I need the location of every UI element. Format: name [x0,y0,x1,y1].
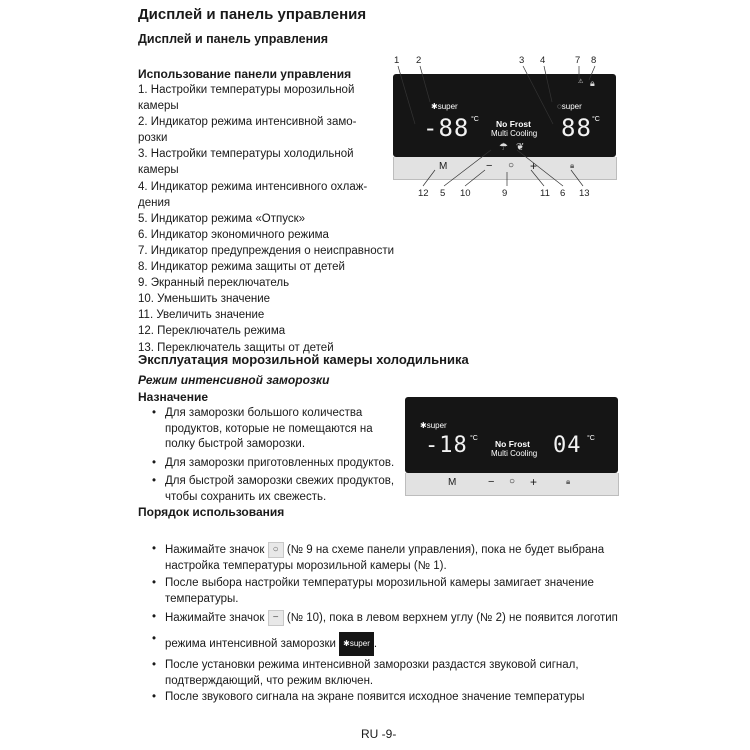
panel-usage-heading: Использование панели управления [138,67,352,81]
list-item: дения [138,196,171,209]
list-item: 7. Индикатор предупреждения о неисправности [138,244,395,257]
decrease-button[interactable]: − [486,160,493,172]
screen-switch-icon: ○ [268,542,284,558]
callout-8: 8 [591,55,597,66]
callout-4: 4 [540,55,546,66]
list-item: 2. Индикатор режима интенсивной замо- [138,116,357,129]
callout-1: 1 [394,55,400,66]
callout-7: 7 [575,55,581,66]
procedure-step-1: • Нажимайте значок ○ (№ 9 на схеме панели управления), пока не будет выбрана настройка температуры морозильной камеры (№ 1). [152,542,633,574]
list-item: розки [138,132,168,145]
control-panel-diagram [385,52,615,202]
list-item: 8. Индикатор режима защиты от детей [138,261,345,274]
callout-11: 11 [540,188,550,199]
mode-button[interactable]: M [439,161,448,172]
procedure-step-2: • После выбора настройки температуры морозильной камеры замигает значение температуры. [152,576,633,607]
fridge-temp-display: 04 [553,433,582,458]
mode-heading: Режим интенсивной заморозки [138,373,330,387]
callout-9: 9 [502,188,508,199]
callout-3: 3 [519,55,525,66]
procedure-step-3: • Нажимайте значок − (№ 10), пока в левом верхнем углу (№ 2) не появится логотип [152,610,633,627]
list-item: 3. Настройки температуры холодильной [138,148,354,161]
callout-2: 2 [416,55,422,66]
lock-icon: 🔒︎ [590,78,595,88]
list-item: • Для быстрой заморозки свежих продуктов, чтобы сохранить их свежесть. [152,474,402,505]
unit-label: °C [592,116,600,123]
list-item: камеры [138,100,179,113]
super-freeze-logo-icon: ✱super [339,632,374,656]
procedure-heading: Порядок использования [138,505,285,519]
alarm-icon: ⚠ [578,79,584,85]
list-item: 10. Уменьшить значение [138,293,271,306]
child-lock-button[interactable]: 🔒︎ [566,477,571,486]
unit-label: °C [587,435,595,442]
super-freeze-indicator: ✱super [431,102,458,111]
callout-5: 5 [440,188,446,199]
button-tray-example [405,473,619,496]
nofrost-label: No Frost [496,119,531,129]
procedure-step-5: • После звукового сигнала на экране появится исходное значение температуры [152,690,633,706]
callout-10: 10 [460,188,471,199]
section-subtitle: Дисплей и панель управления [138,32,329,46]
list-item: 4. Индикатор режима интенсивного охлаж- [138,180,368,193]
decrease-icon: − [268,610,284,626]
increase-button[interactable]: + [530,475,538,489]
page-number: RU -9- [361,727,397,741]
list-item: камеры [138,164,179,177]
list-item: 5. Индикатор режима «Отпуск» [138,212,305,225]
procedure-step-4: • После установки режима интенсивной заморозки раздастся звуковой сигнал, подтверждающий, что режим включен. [152,658,633,689]
list-item: 13. Переключатель защиты от детей [138,341,334,354]
list-item: 11. Увеличить значение [138,309,265,322]
callout-13: 13 [579,188,590,199]
list-item: • Для заморозки большого количества продуктов, которые не помещаются на полку быстрой заморозки. [152,406,402,453]
unit-label: °C [471,116,479,123]
eco-leaf-icon: ❦ [516,142,525,153]
increase-button[interactable]: + [530,159,538,173]
list-item: 6. Индикатор экономичного режима [138,228,329,241]
screen-switch-button[interactable]: ○ [508,160,515,171]
super-cool-indicator: ◌super [557,102,582,111]
decrease-button[interactable]: − [488,476,495,488]
callout-leader-lines [385,52,615,202]
freezer-temp-display: -88 [423,114,470,142]
multicooling-label: Multi Cooling [491,449,538,458]
screen-switch-button[interactable]: ○ [509,476,516,487]
mode-button[interactable]: M [448,477,457,488]
list-item: • Для заморозки приготовленных продуктов. [152,456,402,472]
operation-heading: Эксплуатация морозильной камеры холодильника [138,352,469,367]
display-screen-example [405,397,618,473]
list-item: 1. Настройки температуры морозильной [138,84,355,96]
panel-legend-list [138,82,408,356]
callout-12: 12 [418,188,429,199]
holiday-icon: ☂ [499,142,508,153]
procedure-step-3-cont: • режима интенсивной заморозки ✱super . [152,632,633,656]
page-title: Дисплей и панель управления [138,6,367,23]
super-freeze-indicator: ✱super [420,421,447,430]
freezer-temp-display: -18 [425,433,468,458]
fridge-temp-display: 88 [561,114,592,142]
child-lock-button[interactable]: 🔒︎ [570,161,575,170]
multicooling-label: Multi Cooling [491,129,538,138]
callout-6: 6 [560,188,566,199]
unit-label: °C [470,435,478,442]
nofrost-label: No Frost [495,439,530,449]
list-item: 9. Экранный переключатель [138,277,290,290]
purpose-heading: Назначение [138,390,209,404]
list-item: 12. Переключатель режима [138,325,286,338]
purpose-list [152,406,402,509]
display-example [405,397,618,496]
